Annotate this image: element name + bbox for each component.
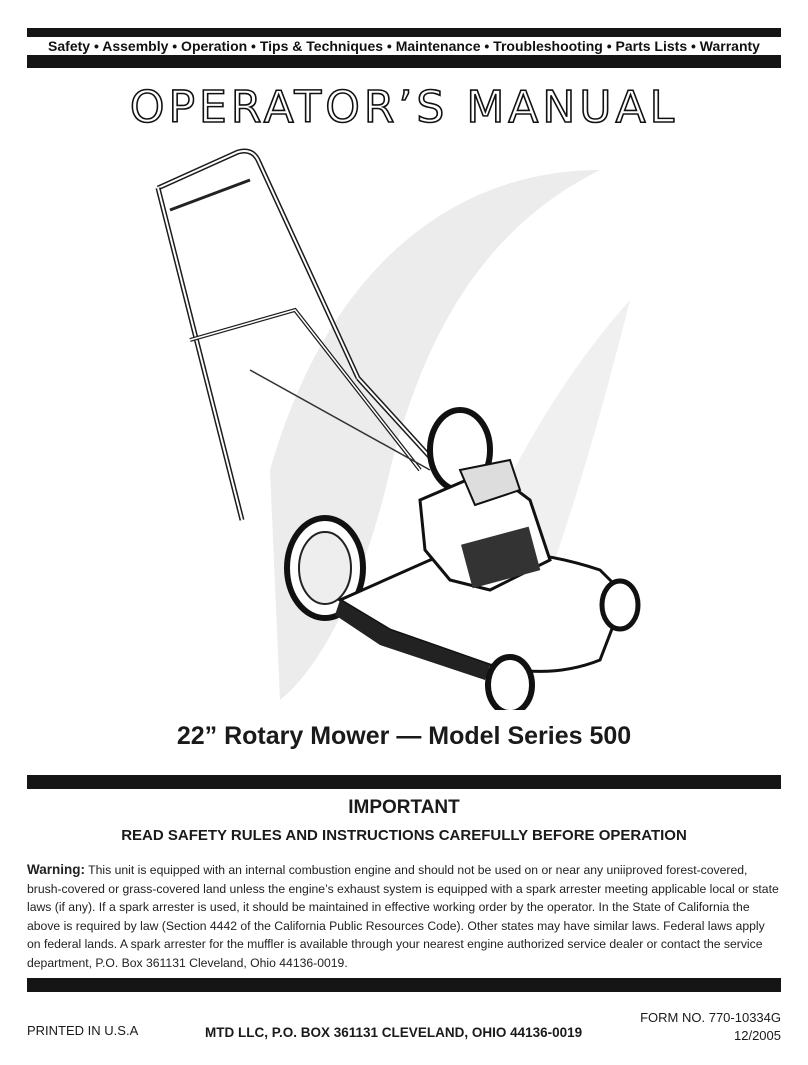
important-heading: IMPORTANT <box>348 797 460 818</box>
warning-label: Warning: <box>27 862 85 877</box>
printed-in: PRINTED IN U.S.A <box>27 1023 139 1038</box>
form-info <box>640 1009 781 1045</box>
divider <box>27 775 781 789</box>
header-bar <box>27 28 781 68</box>
read-rules-subheading: READ SAFETY RULES AND INSTRUCTIONS CAREFULLY BEFORE OPERATION <box>121 827 687 844</box>
page-title: OPERATOR’S MANUAL <box>129 82 679 133</box>
form-date: 12/2005 <box>734 1028 781 1043</box>
model-series: 22” Rotary Mower — Model Series 500 <box>176 722 632 750</box>
warning-text: This unit is equipped with an internal combustion engine and should not be used on or near any uniiproved forest-covered, brush-covered or grass-covered land unless the engine’s exhaust system is equipped with a spark arrester meeting applicable local or state laws (if any). If a spark arrester is used, it should be maintained in effective working order by the operator. In the State of California the above is required by law (Section 4442 of the California Public Resources Code). Other states may have similar laws. Federal laws apply on federal lands. A spark arrester for the muffler is available through your nearest engine authorized service dealer or contact the service department, P.O. Box 361131 Cleveland, Ohio 44136-0019. <box>27 863 779 970</box>
lawn-mower-illustration <box>130 140 650 710</box>
warning-paragraph <box>27 861 781 972</box>
topics-line: Safety • Assembly • Operation • Tips & Techniques • Maintenance • Troubleshooting • Parts Lists • Warranty <box>27 37 781 55</box>
company-address: MTD LLC, P.O. BOX 361131 CLEVELAND, OHIO 44136-0019 <box>205 1025 583 1040</box>
form-number: FORM NO. 770-10334G <box>640 1010 781 1025</box>
divider <box>27 978 781 992</box>
